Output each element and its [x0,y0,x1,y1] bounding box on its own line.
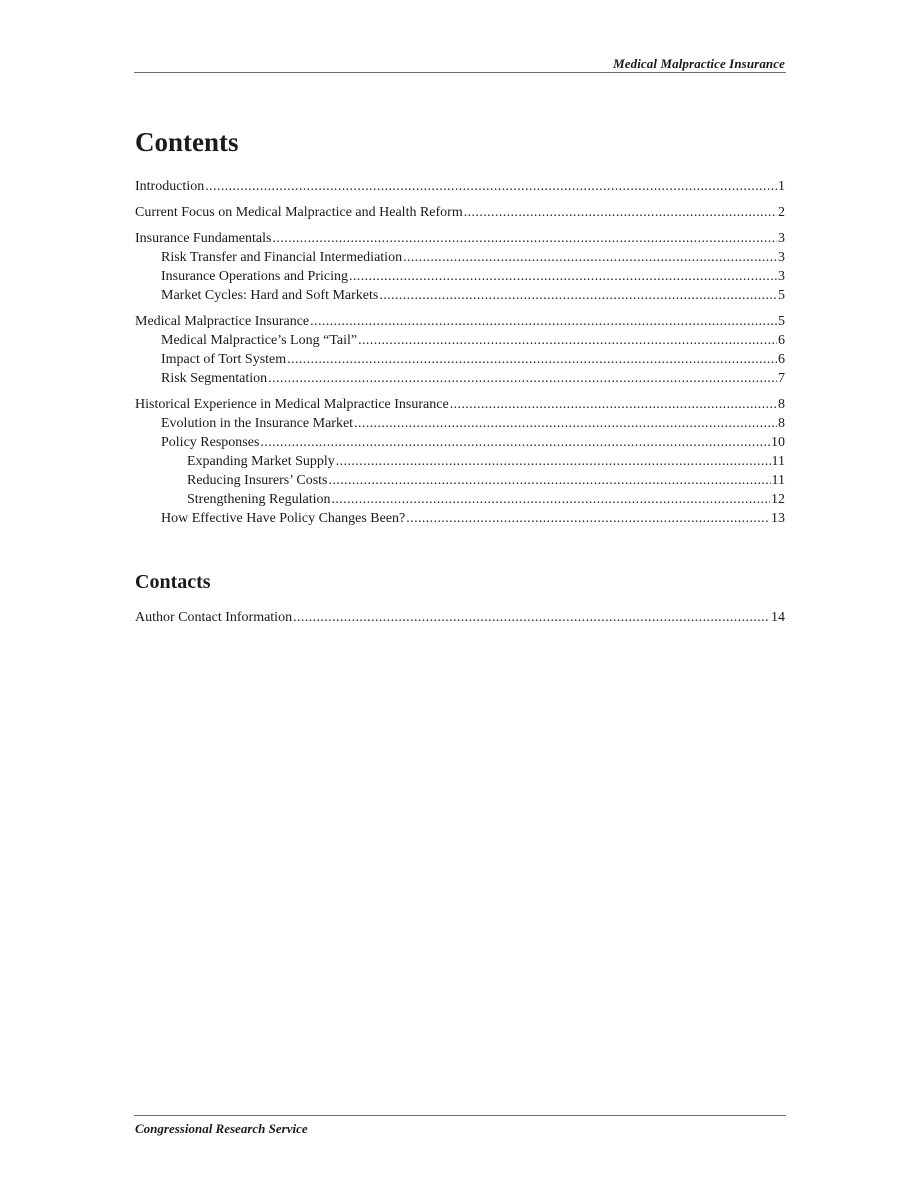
footer-rule [134,1115,786,1116]
dot-leader [331,490,770,509]
table-of-contents [135,177,785,528]
toc-entry-page-number: 11 [771,473,785,488]
toc-entry[interactable] [135,608,785,627]
dot-leader [464,203,777,222]
dot-leader [403,248,777,267]
running-header: Medical Malpractice Insurance [613,56,785,71]
toc-entry-page-number: 3 [778,250,785,265]
toc-entry-page-number: 6 [778,333,785,348]
dot-leader [406,509,770,528]
toc-entry-title: Reducing Insurers’ Costs [187,473,328,488]
toc-entry-title: Strengthening Regulation [187,492,331,507]
toc-entry-title: Risk Segmentation [161,371,268,386]
toc-entry-page-number: 2 [778,205,785,220]
dot-leader [358,331,777,350]
toc-entry-title: Market Cycles: Hard and Soft Markets [161,288,379,303]
dot-leader [354,414,777,433]
toc-entry[interactable] [135,490,785,509]
toc-entry-page-number: 3 [778,269,785,284]
toc-entry-page-number: 5 [778,288,785,303]
dot-leader [329,471,771,490]
toc-entry[interactable] [135,286,785,305]
toc-entry-title: Insurance Operations and Pricing [161,269,348,284]
header-rule [134,72,786,73]
toc-entry-title: Current Focus on Medical Malpractice and Health Reform [135,205,463,220]
toc-entry-page-number: 1 [778,179,785,194]
toc-entry-page-number: 12 [771,492,785,507]
toc-entry-page-number: 8 [778,416,785,431]
contacts-heading: Contacts [135,571,211,593]
toc-entry-title: Evolution in the Insurance Market [161,416,354,431]
dot-leader [293,608,770,627]
dot-leader [450,395,777,414]
toc-entry-title: Insurance Fundamentals [135,231,272,246]
toc-entry[interactable] [135,331,785,350]
toc-entry[interactable] [135,509,785,528]
dot-leader [379,286,777,305]
dot-leader [336,452,771,471]
toc-entry-page-number: 14 [771,610,785,625]
toc-entry[interactable] [135,267,785,286]
toc-entry-page-number: 3 [778,231,785,246]
toc-entry-title: Impact of Tort System [161,352,287,367]
contacts-list [135,608,785,627]
toc-entry[interactable] [135,414,785,433]
toc-entry-title: Author Contact Information [135,610,293,625]
toc-entry[interactable] [135,312,785,331]
toc-entry[interactable] [135,369,785,388]
toc-entry-title: Medical Malpractice Insurance [135,314,310,329]
toc-entry-title: Expanding Market Supply [187,454,335,469]
dot-leader [205,177,777,196]
toc-entry[interactable] [135,177,785,196]
toc-entry-page-number: 13 [771,511,785,526]
dot-leader [349,267,777,286]
dot-leader [310,312,777,331]
toc-entry[interactable] [135,452,785,471]
toc-entry[interactable] [135,350,785,369]
dot-leader [272,229,777,248]
toc-entry-page-number: 8 [778,397,785,412]
toc-entry-page-number: 7 [778,371,785,386]
toc-entry-page-number: 6 [778,352,785,367]
contents-heading: Contents [135,127,239,157]
toc-entry-page-number: 10 [771,435,785,450]
toc-entry[interactable] [135,433,785,452]
toc-entry[interactable] [135,471,785,490]
dot-leader [268,369,777,388]
toc-entry-title: Medical Malpractice’s Long “Tail” [161,333,358,348]
dot-leader [260,433,770,452]
toc-entry-title: Introduction [135,179,205,194]
toc-entry-title: Policy Responses [161,435,260,450]
toc-entry-title: Historical Experience in Medical Malpractice Insurance [135,397,449,412]
toc-entry[interactable] [135,229,785,248]
toc-entry[interactable] [135,395,785,414]
toc-entry[interactable] [135,248,785,267]
toc-entry-page-number: 11 [771,454,785,469]
running-footer: Congressional Research Service [135,1121,308,1136]
toc-entry-title: How Effective Have Policy Changes Been? [161,511,406,526]
toc-entry-page-number: 5 [778,314,785,329]
toc-entry[interactable] [135,203,785,222]
dot-leader [287,350,777,369]
toc-entry-title: Risk Transfer and Financial Intermediation [161,250,403,265]
